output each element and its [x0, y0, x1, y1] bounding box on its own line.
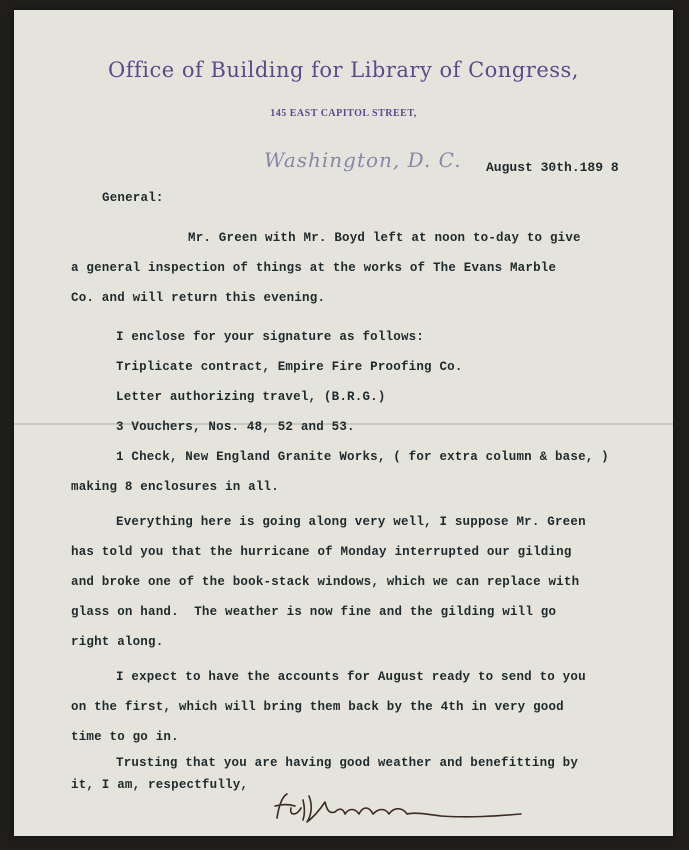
letterhead-title: Office of Building for Library of Congress,	[108, 58, 579, 82]
letter-line: glass on hand. The weather is now fine and the gilding will go	[71, 605, 557, 619]
letter-line: Trusting that you are having good weather and benefitting by	[116, 756, 579, 770]
letter-line: it, I am, respectfully,	[71, 778, 249, 792]
letter-date: August 30th.189 8	[486, 160, 619, 175]
letter-salutation: General:	[102, 191, 164, 205]
letter-line: a general inspection of things at the works of The Evans Marble	[71, 261, 557, 275]
letter-line: 3 Vouchers, Nos. 48, 52 and 53.	[116, 420, 355, 434]
letter-line: Triplicate contract, Empire Fire Proofing Co.	[116, 360, 463, 374]
letter-page	[14, 10, 673, 836]
handwritten-signature	[269, 786, 529, 826]
letter-line: Co. and will return this evening.	[71, 291, 326, 305]
letter-line: 1 Check, New England Granite Works, ( for extra column & base, )	[116, 450, 609, 464]
letter-line: right along.	[71, 635, 164, 649]
letter-line: Everything here is going along very well, I suppose Mr. Green	[116, 515, 586, 529]
letter-line: Mr. Green with Mr. Boyd left at noon to-day to give	[188, 231, 581, 245]
letterhead-place: Washington, D. C.	[264, 148, 462, 172]
letter-line: on the first, which will bring them back by the 4th in very good	[71, 700, 564, 714]
letter-line: making 8 enclosures in all.	[71, 480, 279, 494]
letter-line: has told you that the hurricane of Monday interrupted our gilding	[71, 545, 572, 559]
letterhead-address: 145 EAST CAPITOL STREET,	[270, 108, 417, 119]
letter-line: I enclose for your signature as follows:	[116, 330, 425, 344]
letter-line: Letter authorizing travel, (B.R.G.)	[116, 390, 386, 404]
letter-line: I expect to have the accounts for August ready to send to you	[116, 670, 586, 684]
letter-line: time to go in.	[71, 730, 179, 744]
letter-line: and broke one of the book-stack windows, which we can replace with	[71, 575, 580, 589]
